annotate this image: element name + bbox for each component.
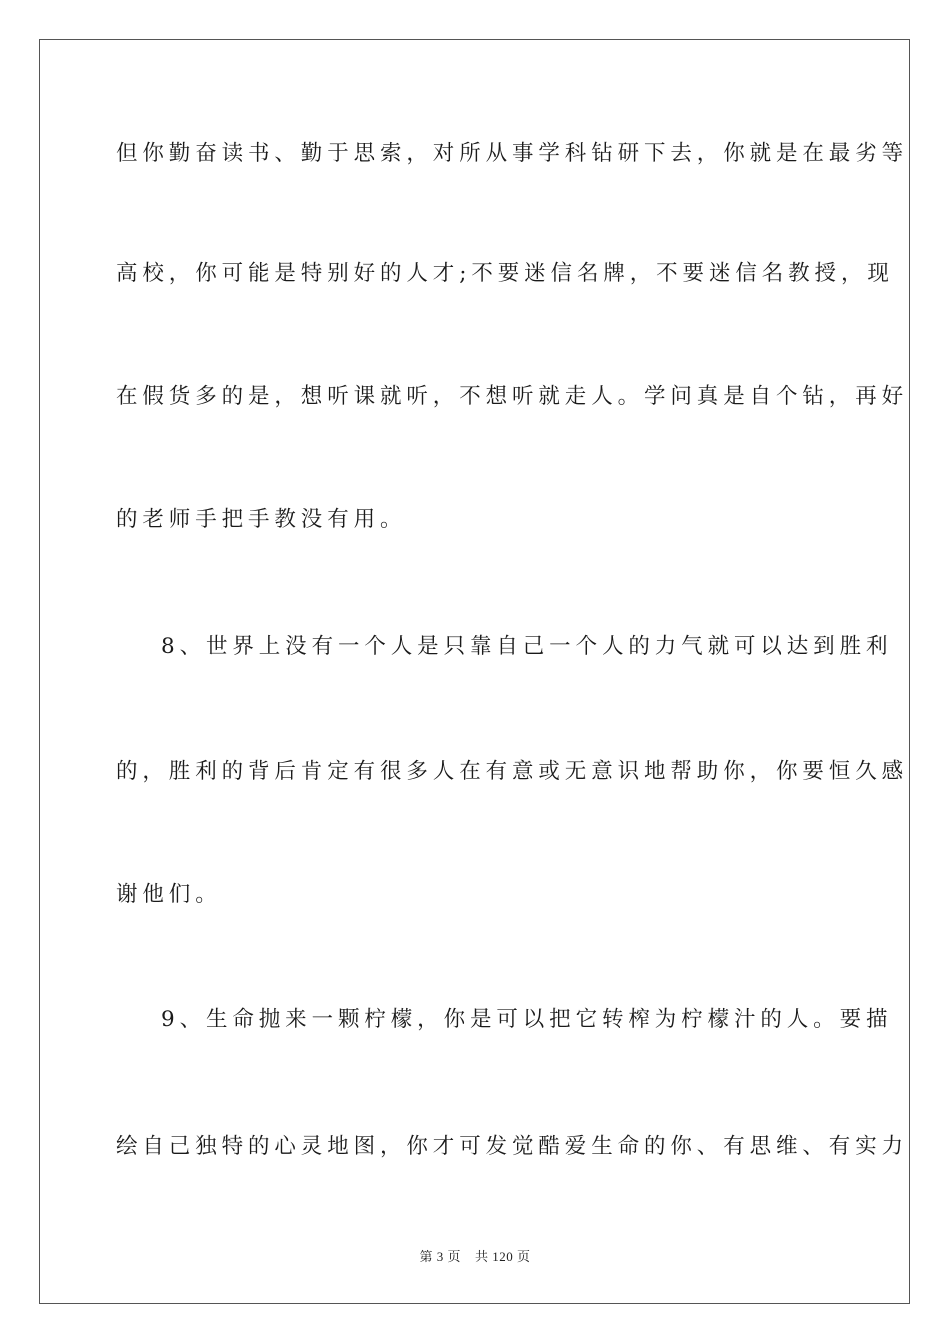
body-text-line: 在假货多的是，想听课就听，不想听就走人。学问真是自个钻，再好 [116, 384, 909, 409]
total-pages: 共 120 页 [475, 1249, 531, 1264]
body-text-line: 的，胜利的背后肯定有很多人在有意或无意识地帮助你，你要恒久感 [116, 759, 909, 784]
page-footer [0, 1246, 950, 1265]
body-text-line: 谢他们。 [116, 882, 222, 907]
body-text-line: 的老师手把手教没有用。 [116, 507, 407, 532]
body-text-line-item-9: 9、生命抛来一颗柠檬，你是可以把它转榨为柠檬汁的人。要描 [161, 1007, 893, 1032]
body-text-line: 高校，你可能是特别好的人才;不要迷信名牌，不要迷信名教授，现 [116, 261, 894, 286]
body-text-line: 但你勤奋读书、勤于思索，对所从事学科钻研下去，你就是在最劣等 [116, 141, 909, 166]
page-border [39, 39, 910, 1304]
body-text-line: 绘自己独特的心灵地图，你才可发觉酷爱生命的你、有思维、有实力 [116, 1134, 909, 1159]
page-number: 第 3 页 [419, 1249, 461, 1264]
body-text-line-item-8: 8、世界上没有一个人是只靠自己一个人的力气就可以达到胜利 [161, 634, 893, 659]
